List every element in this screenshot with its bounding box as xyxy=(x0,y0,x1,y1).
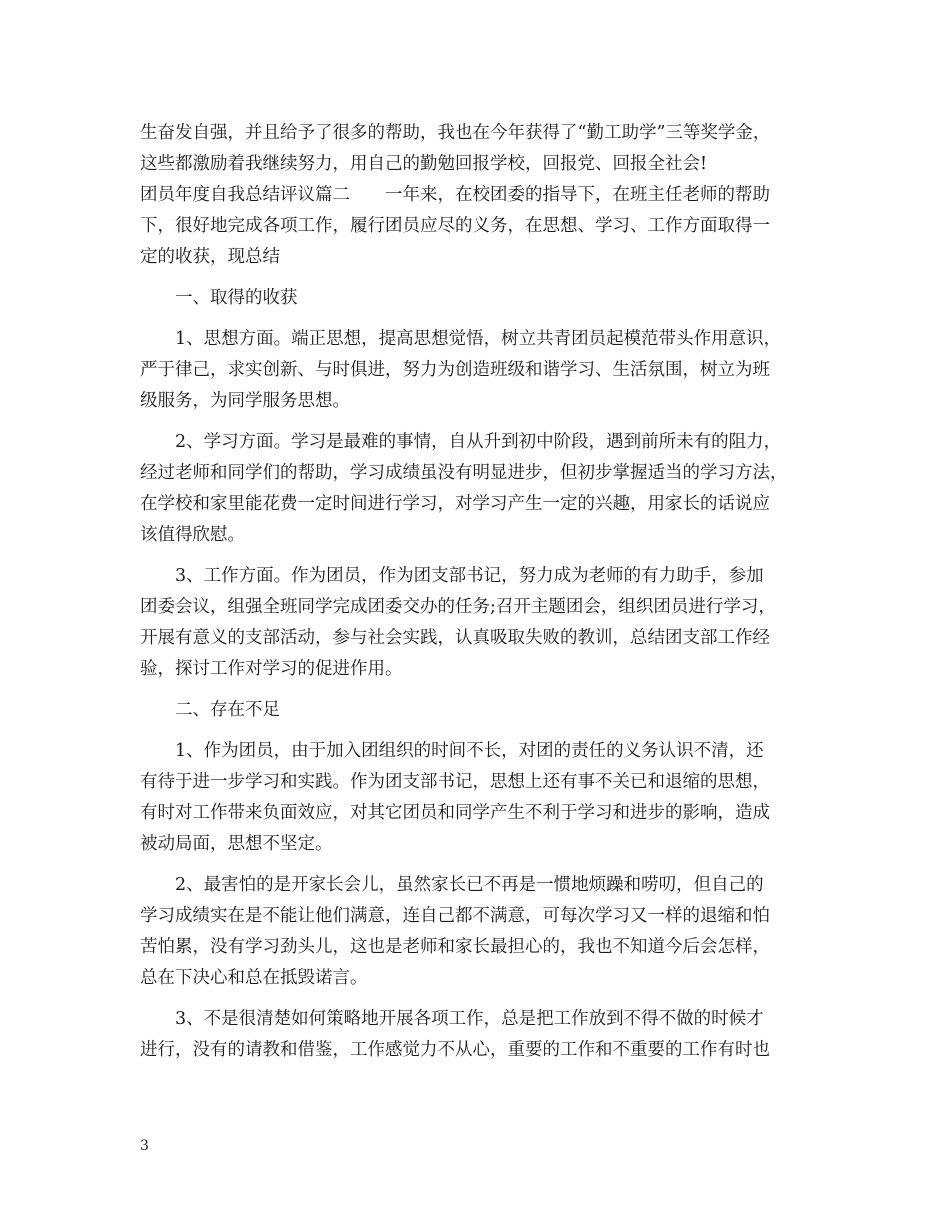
section-heading: 二、存在不足 xyxy=(140,700,280,720)
text-line: 总在下决心和总在抵毁诺言。 xyxy=(140,968,368,988)
text-line: 开展有意义的支部活动，参与社会实践，认真吸取失败的教训，总结团支部工作经 xyxy=(140,628,770,648)
text-line: 级服务，为同学服务思想。 xyxy=(140,391,350,411)
text-line: 3、工作方面。作为团员，作为团支部书记，努力成为老师的有力助手，参加 xyxy=(140,566,764,586)
body-text xyxy=(140,118,830,1066)
text-line: 2、最害怕的是开家长会儿，虽然家长已不再是一惯地烦躁和唠叨，但自己的 xyxy=(140,875,764,895)
text-line: 这些都激励着我继续努力，用自己的勤勉回报学校，回报党、回报全社会! xyxy=(140,154,708,174)
text-line: 经过老师和同学们的帮助，学习成绩虽没有明显进步，但初步掌握适当的学习方法， xyxy=(140,463,788,483)
text-line: 进行，没有的请教和借鉴，工作感觉力不从心，重要的工作和不重要的工作有时也 xyxy=(140,1040,770,1060)
section-heading: 一、取得的收获 xyxy=(140,288,298,308)
text-line: 验，探讨工作对学习的促进作用。 xyxy=(140,659,403,679)
text-line: 团员年度自我总结评议篇二 一年来，在校团委的指导下，在班主任老师的帮助 xyxy=(140,185,770,205)
text-line: 被动局面，思想不坚定。 xyxy=(140,834,333,854)
text-line: 生奋发自强，并且给予了很多的帮助，我也在今年获得了“勤工助学”三等奖学金， xyxy=(140,123,771,143)
text-line: 该值得欣慰。 xyxy=(140,525,245,545)
text-line: 有待于进一步学习和实践。作为团支部书记，思想上还有事不关已和退缩的思想， xyxy=(140,772,770,792)
text-line: 定的收获，现总结 xyxy=(140,247,280,267)
text-line: 在学校和家里能花费一定时间进行学习，对学习产生一定的兴趣，用家长的话说应 xyxy=(140,494,770,514)
text-line: 苦怕累，没有学习劲头儿，这也是老师和家长最担心的，我也不知道今后会怎样， xyxy=(140,937,770,957)
page-number: 3 xyxy=(140,1138,149,1154)
text-line: 团委会议，组强全班同学完成团委交办的任务;召开主题团会，组织团员进行学习， xyxy=(140,597,776,617)
text-line: 下，很好地完成各项工作，履行团员应尽的义务，在思想、学习、工作方面取得一 xyxy=(140,216,770,236)
text-line: 有时对工作带来负面效应，对其它团员和同学产生不利于学习和进步的影响，造成 xyxy=(140,803,770,823)
text-line: 2、学习方面。学习是最难的事情，自从升到初中阶段，遇到前所未有的阻力， xyxy=(140,432,782,452)
text-line: 严于律己，求实创新、与时俱进，努力为创造班级和谐学习、生活氛围，树立为班 xyxy=(140,360,770,380)
text-line: 1、作为团员，由于加入团组织的时间不长，对团的责任的义务认识不清，还 xyxy=(140,741,764,761)
text-line: 学习成绩实在是不能让他们满意，连自己都不满意，可每次学习又一样的退缩和怕 xyxy=(140,906,770,926)
text-line: 1、思想方面。端正思想，提高思想觉悟，树立共青团员起模范带头作用意识， xyxy=(140,329,782,349)
text-line: 3、不是很清楚如何策略地开展各项工作，总是把工作放到不得不做的时候才 xyxy=(140,1009,764,1029)
